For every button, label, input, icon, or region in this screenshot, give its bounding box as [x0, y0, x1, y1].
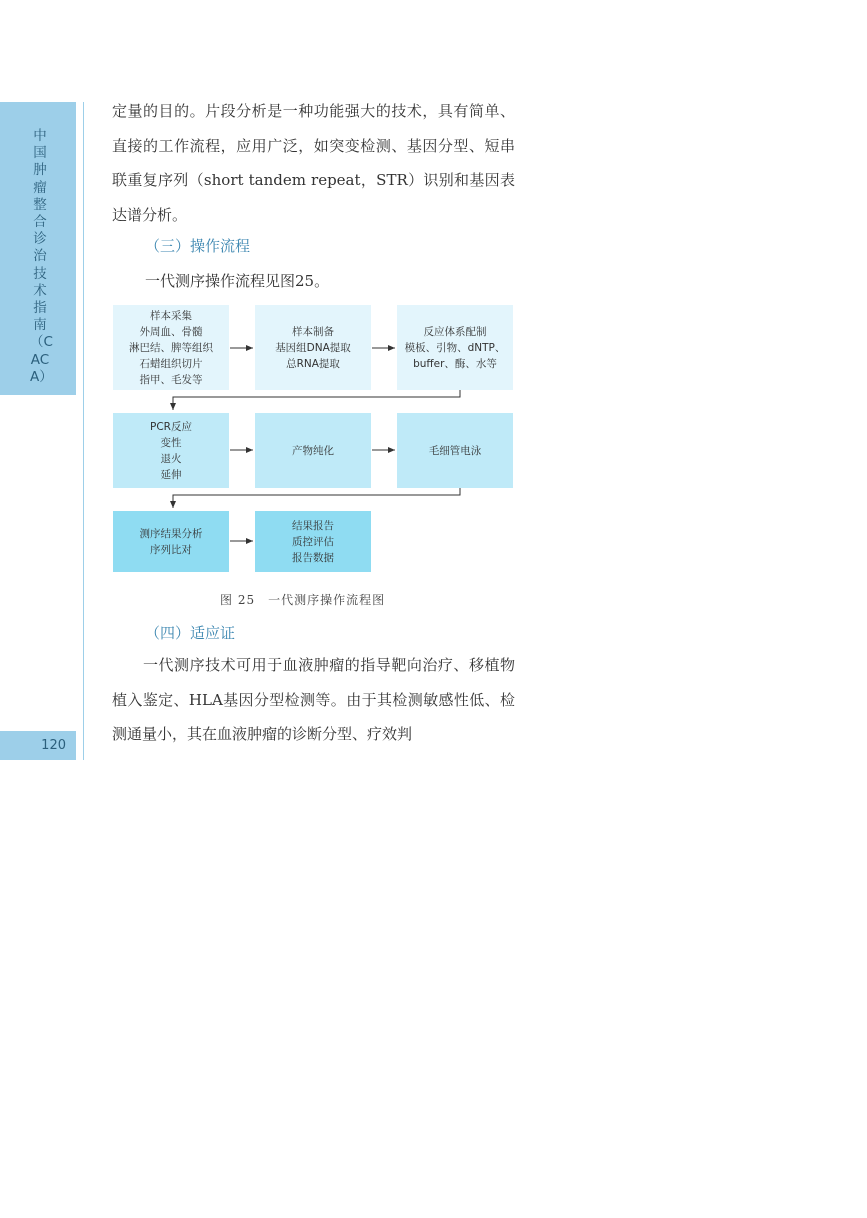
- box-text: PCR反应: [150, 420, 192, 433]
- box-text: 序列比对: [150, 543, 192, 556]
- box-text: buffer、酶、水等: [413, 357, 497, 370]
- box-purification: [255, 413, 371, 488]
- box-text: 报告数据: [292, 551, 334, 564]
- arrow-row2-to-row3: [173, 488, 460, 508]
- paragraph-indications: 一代测序技术可用于血液肿瘤的指导靶向治疗、移植物植入鉴定、HLA基因分型检测等。由于其检测敏感性低、检测通量小，其在血液肿瘤的诊断分型、疗效判: [112, 656, 515, 743]
- box-text: 毛细管电泳: [428, 444, 482, 457]
- box-text: 指甲、毛发等: [139, 373, 203, 386]
- box-text: 样本采集: [150, 309, 192, 322]
- box-text: 淋巴结、脾等组织: [129, 341, 213, 354]
- box-text: 样本制备: [292, 325, 334, 338]
- box-text: 延伸: [160, 468, 182, 481]
- box-text: 变性: [160, 436, 182, 449]
- box-electrophoresis: [397, 413, 513, 488]
- arrow-row1-to-row2: [173, 390, 460, 410]
- page-number: 120: [0, 731, 76, 760]
- box-text: 外周血、骨髓: [139, 325, 203, 338]
- box-text: 总RNA提取: [286, 357, 340, 370]
- box-sample-collection: [113, 305, 229, 390]
- paragraph-intro: 定量的目的。片段分析是一种功能强大的技术，具有简单、直接的工作流程，应用广泛，如突变检测、基因分型、短串联重复序列（short tandem repeat，STR）识别和基因表达谱分析。: [112, 102, 515, 224]
- box-text: 测序结果分析: [139, 527, 203, 540]
- box-pcr: [113, 413, 229, 488]
- box-text: 反应体系配制: [423, 325, 487, 338]
- box-sample-prep: [255, 305, 371, 390]
- box-report: [255, 511, 371, 572]
- book-title: 中国肿瘤整合诊治技术指南（CACA）: [30, 128, 53, 385]
- box-text: 退火: [160, 452, 182, 465]
- box-analysis: [113, 511, 229, 572]
- section-heading-indications: （四）适应证: [145, 624, 236, 642]
- box-text: 质控评估: [292, 535, 334, 548]
- box-reaction-setup: [397, 305, 513, 390]
- figure-reference-line: 一代测序操作流程见图25。: [145, 272, 330, 290]
- box-text: 基因组DNA提取: [275, 341, 351, 354]
- box-text: 石蜡组织切片: [139, 357, 203, 370]
- section-heading-procedure: （三）操作流程: [145, 237, 251, 255]
- box-text: 模板、引物、dNTP、: [404, 341, 506, 354]
- box-text: 产物纯化: [292, 444, 334, 457]
- box-text: 结果报告: [292, 519, 334, 532]
- figure-caption: 图 25 一代测序操作流程图: [220, 593, 386, 607]
